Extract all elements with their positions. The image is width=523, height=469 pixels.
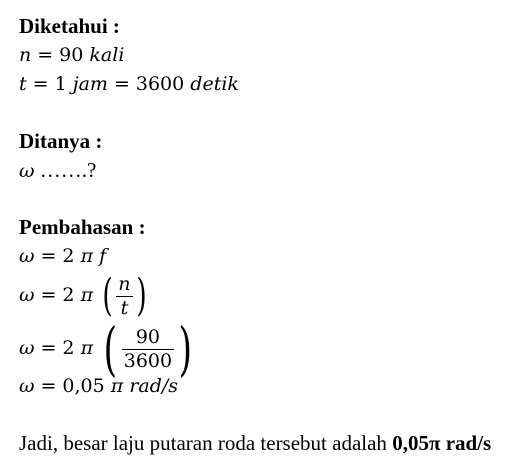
fraction-denominator: 3600 [123, 349, 173, 372]
formula-line-2 [19, 270, 150, 320]
omega-symbol: ω [19, 245, 35, 267]
fraction-90-over-3600 [122, 326, 174, 373]
equals-sign: = [113, 73, 130, 95]
known-t-line [19, 72, 239, 96]
known-heading: Diketahui : [19, 14, 120, 38]
conclusion-line [19, 431, 491, 455]
conclusion-text: Jadi, besar laju putaran roda tersebut adalah [19, 431, 393, 455]
pi-symbol: π [80, 337, 94, 359]
fraction-numerator: 90 [122, 326, 174, 350]
right-paren: ) [135, 270, 147, 321]
result-value: 0,05 [62, 375, 105, 397]
fraction-numerator: n [118, 272, 131, 295]
asked-line [19, 158, 96, 183]
t-variable: t [19, 73, 27, 95]
solution-heading: Pembahasan : [19, 215, 146, 239]
formula-line-4 [19, 374, 178, 398]
equals-sign: = [37, 44, 54, 66]
frequency-symbol: f [99, 245, 107, 267]
right-paren: ) [178, 315, 193, 383]
fraction-n-over-t [116, 273, 132, 320]
equals-sign: = [40, 337, 57, 359]
left-paren: ( [102, 270, 113, 321]
constant-two: 2 [62, 245, 75, 267]
result-unit: rad/s [129, 375, 179, 397]
constant-two: 2 [62, 284, 75, 306]
pi-symbol: π [80, 284, 94, 306]
n-value: 90 [59, 44, 84, 66]
constant-two: 2 [62, 337, 75, 359]
t-unit-seconds: detik [190, 73, 239, 95]
equals-sign: = [32, 73, 49, 95]
formula-line-3 [19, 315, 197, 383]
n-unit: kali [89, 44, 125, 66]
known-n-line [19, 43, 124, 67]
conclusion-answer: 0,05π rad/s [392, 431, 492, 455]
asked-heading: Ditanya : [19, 129, 103, 153]
pi-symbol: π [80, 245, 94, 267]
asked-dots: …….? [39, 158, 97, 182]
pi-symbol: π [110, 375, 124, 397]
fraction-denominator: t [120, 296, 129, 319]
omega-symbol: ω [19, 337, 35, 359]
omega-symbol: ω [19, 160, 35, 182]
formula-line-1 [19, 244, 106, 268]
equals-sign: = [40, 284, 57, 306]
omega-symbol: ω [19, 284, 35, 306]
left-paren: ( [103, 315, 118, 383]
t-value-seconds: 3600 [135, 73, 185, 95]
n-variable: n [19, 44, 32, 66]
equals-sign: = [40, 245, 57, 267]
equals-sign: = [40, 375, 57, 397]
t-value: 1 [54, 73, 67, 95]
t-unit: jam [72, 73, 108, 95]
omega-symbol: ω [19, 375, 35, 397]
